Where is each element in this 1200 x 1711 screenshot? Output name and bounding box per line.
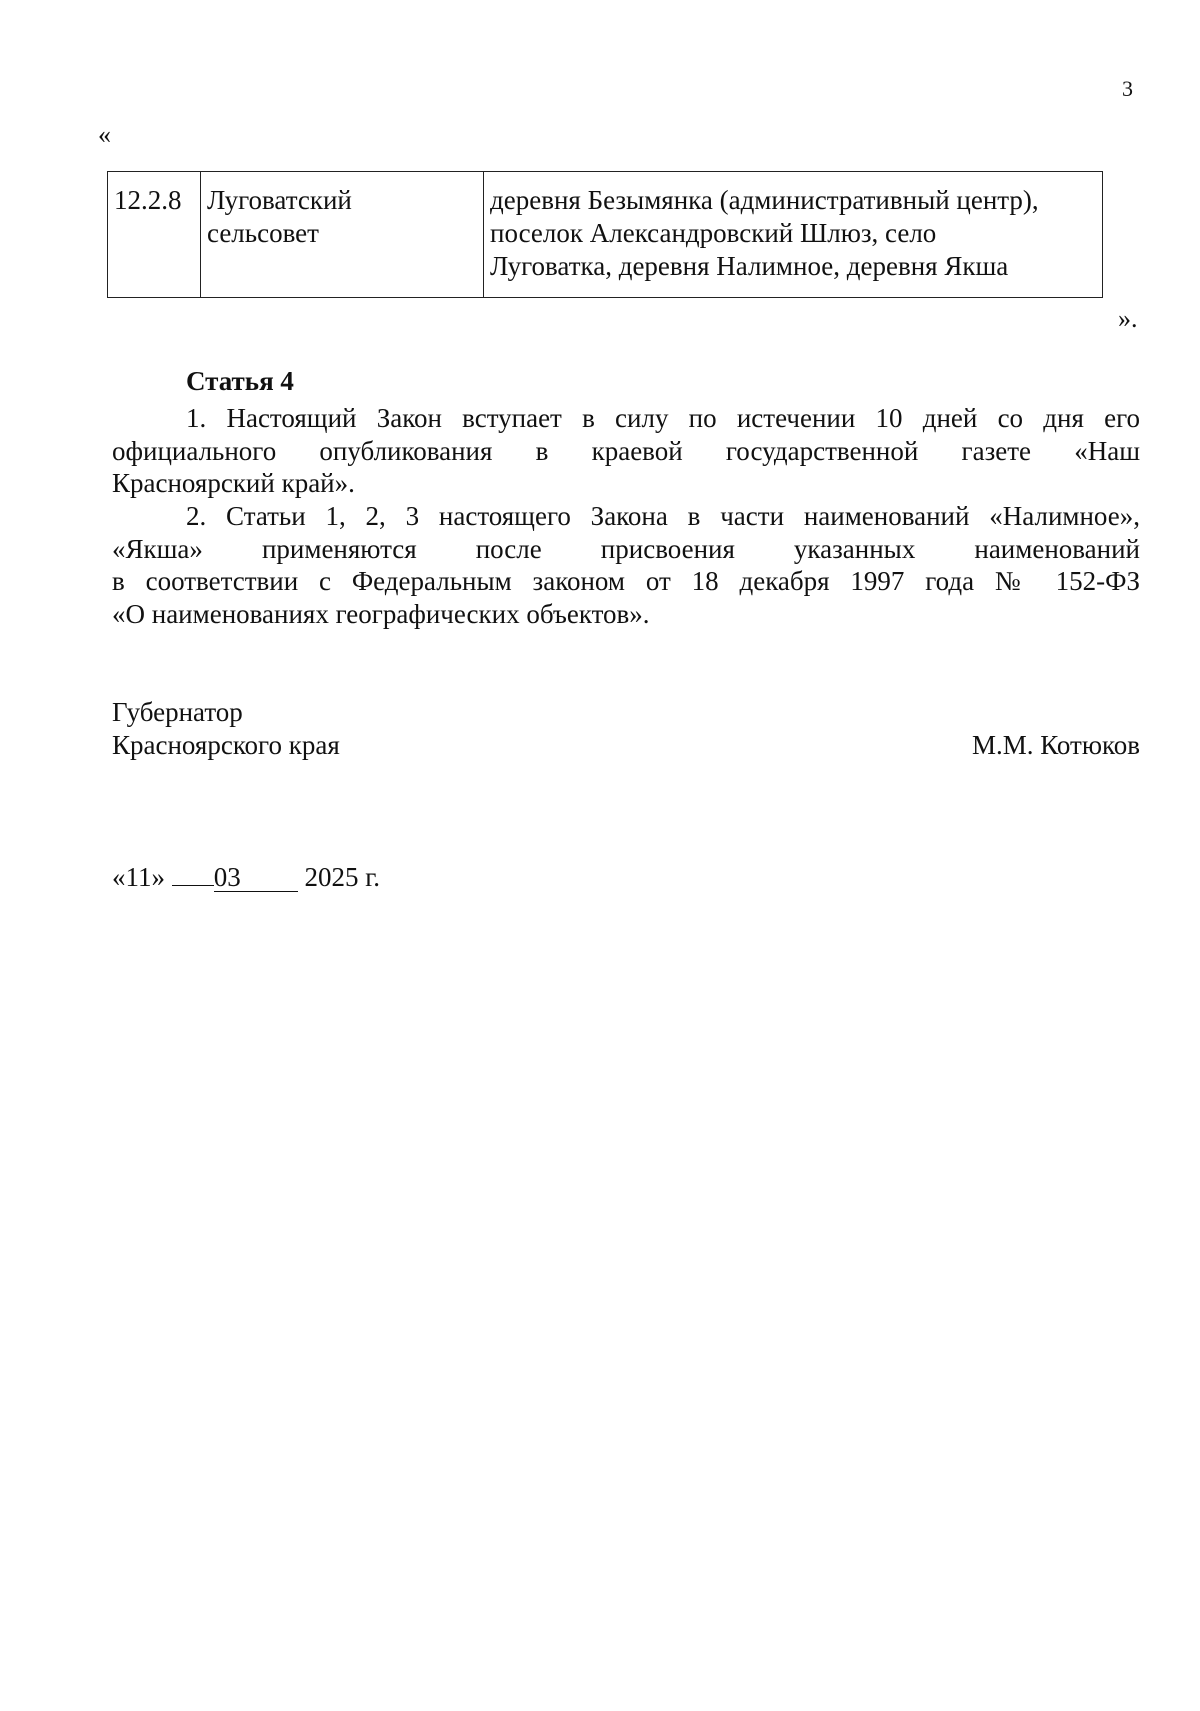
date-year: 2025 г.: [304, 862, 381, 892]
article-paragraph-1: [112, 402, 1140, 500]
page-number: 3: [1122, 76, 1133, 101]
settlements-line: деревня Безымянка (административный центр),: [490, 185, 1039, 215]
settlements-line: Луговатка, деревня Налимное, деревня Якша: [490, 251, 1009, 281]
paragraph-line: «Якша» применяются после присвоения указанных наименований: [112, 533, 1140, 564]
paragraph-line: «О наименованиях географических объектов».: [112, 598, 650, 629]
opening-quote: «: [98, 120, 111, 149]
settlements-list: [484, 172, 1103, 298]
municipality-name-line: сельсовет: [207, 218, 319, 248]
settlements-line: поселок Александровский Шлюз, село: [490, 218, 937, 248]
row-code: 12.2.8: [108, 172, 201, 298]
municipality-table: [107, 171, 1103, 298]
paragraph-line: Красноярский край».: [112, 468, 355, 498]
date-month: 03: [214, 863, 298, 892]
signatory-title: Губернатор: [112, 697, 243, 727]
signature-block: [112, 696, 1140, 762]
signing-date: [112, 862, 380, 893]
date-day: «11»: [112, 862, 165, 892]
date-month-underline: [172, 885, 214, 886]
municipality-name: [201, 172, 484, 298]
signatory-title-region: Красноярского края: [112, 730, 340, 760]
paragraph-line: официального опубликования в краевой государственной газете «Наш: [112, 435, 1140, 466]
paragraph-line: 1. Настоящий Закон вступает в силу по истечении 10 дней со дня его: [186, 403, 1140, 433]
article-title: Статья 4: [186, 366, 294, 396]
municipality-name-line: Луговатский: [207, 185, 352, 215]
table-row: [108, 172, 1103, 298]
closing-quote: ».: [1118, 304, 1138, 333]
paragraph-line: 2. Статьи 1, 2, 3 настоящего Закона в части наименований «Налимное»,: [186, 501, 1140, 531]
signatory-name: М.М. Котюков: [971, 730, 1140, 760]
article-paragraph-2: [112, 500, 1140, 630]
paragraph-line: в соответствии с Федеральным законом от 18 декабря 1997 года № 152-ФЗ: [112, 566, 1140, 596]
